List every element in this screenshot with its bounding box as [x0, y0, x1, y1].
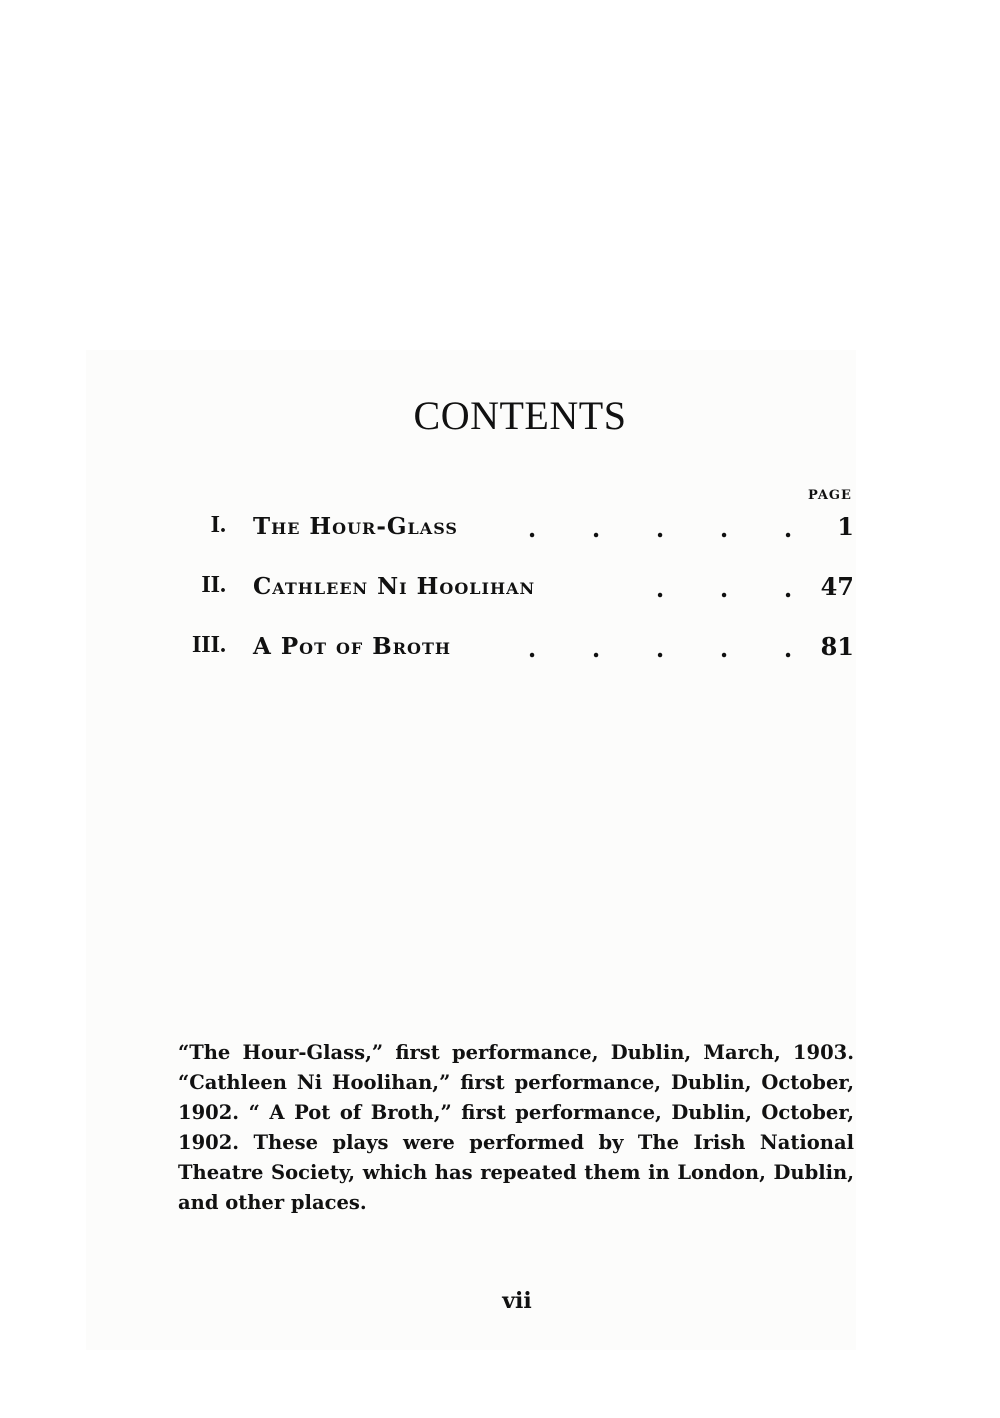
- toc-entry-numeral: I.: [210, 512, 226, 538]
- toc-entry-title: The Hour-Glass: [253, 513, 458, 540]
- toc-entry: [0, 572, 1000, 612]
- toc-entry: [0, 512, 1000, 552]
- toc-entry-title: A Pot of Broth: [253, 633, 452, 660]
- page-column-heading: PAGE: [808, 488, 852, 503]
- performance-note: “The Hour-Glass,” first performance, Dublin, March, 1903. “Cathleen Ni Hoolihan,” first performance, Dublin, October, 1902. “ A Pot of Broth,” first performance, Dublin, October, 1902. These plays were performed by The Irish National Theatre Society, which has repeated them in London, Dublin, and other places.: [178, 1041, 854, 1214]
- dot-leader: . . . . .: [527, 634, 793, 663]
- dot-leader: . . . . .: [527, 514, 793, 543]
- page-title: CONTENTS: [413, 393, 627, 438]
- page-number: vii: [502, 1288, 532, 1314]
- toc-entry-page: 81: [820, 632, 854, 661]
- toc-entry-page: 47: [820, 572, 854, 601]
- toc-entry-numeral: III.: [191, 632, 226, 658]
- toc-entry-page: 1: [837, 512, 854, 541]
- toc-entry-numeral: II.: [201, 572, 226, 598]
- toc-entry: [0, 632, 1000, 672]
- dot-leader: . . .: [655, 574, 793, 603]
- toc-entry-title: Cathleen Ni Hoolihan: [253, 573, 536, 600]
